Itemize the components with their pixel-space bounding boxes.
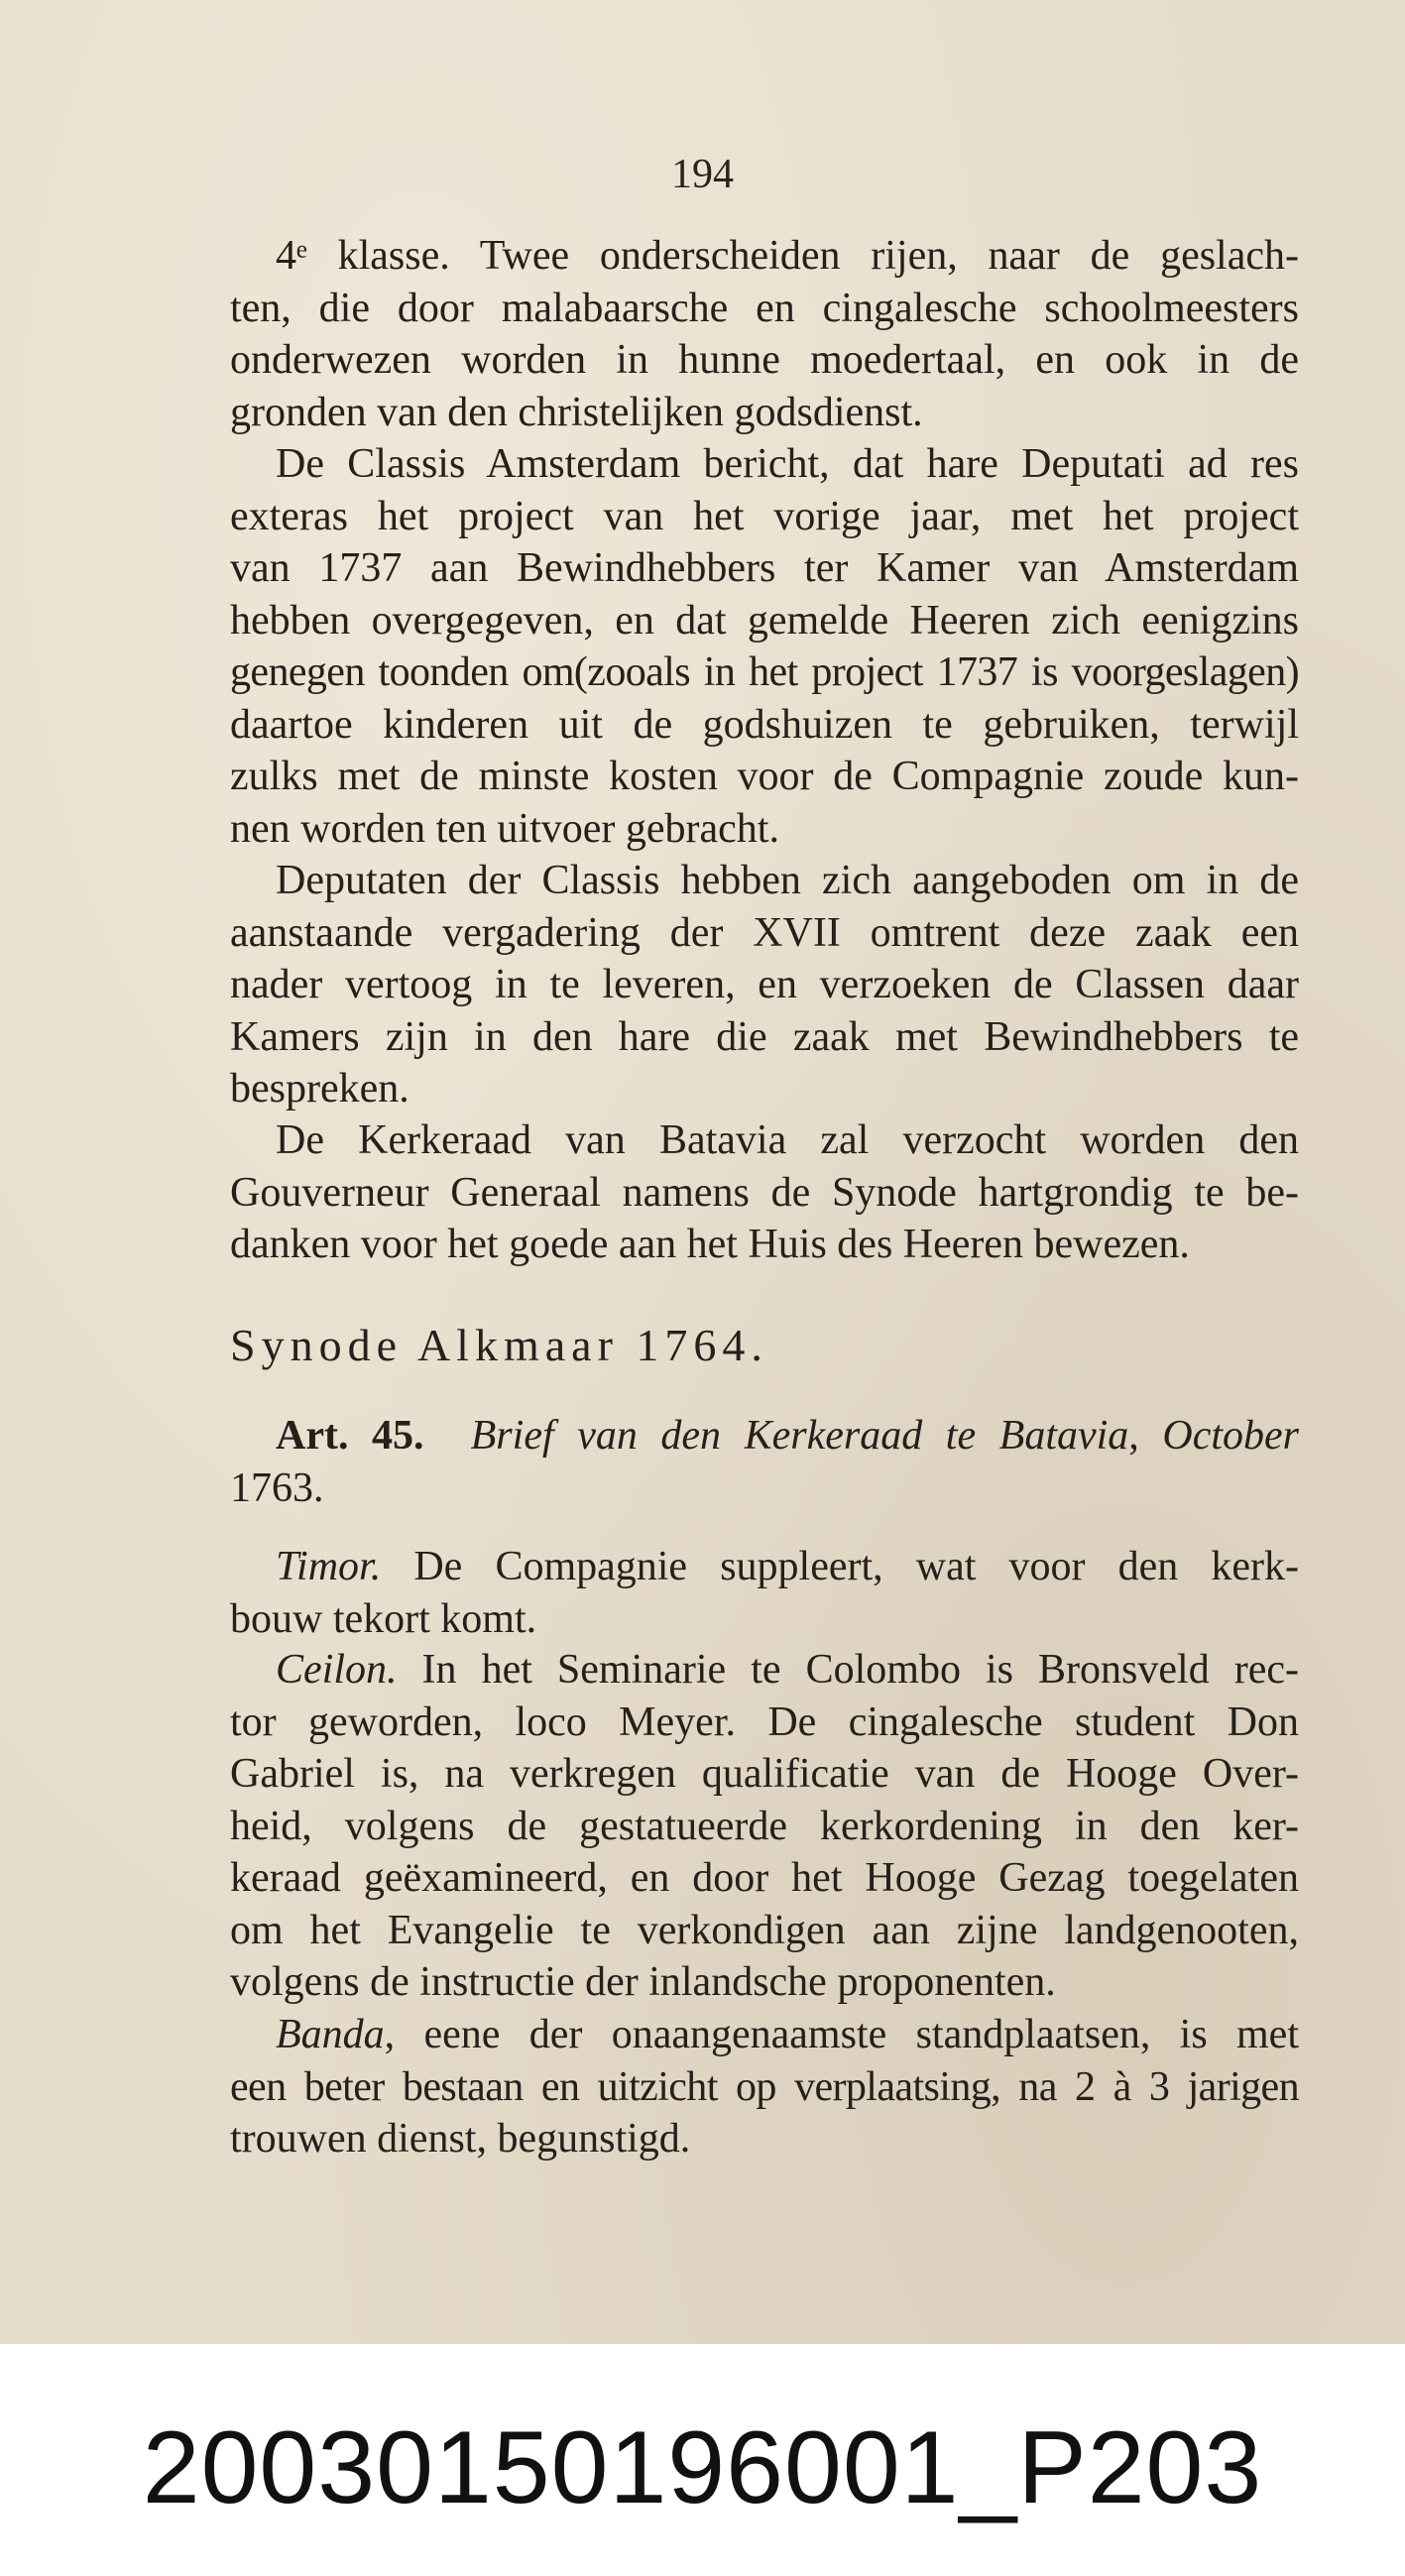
page-number: 194 xyxy=(671,152,734,197)
paragraph-kerkeraad xyxy=(230,1114,1299,1271)
text-line: tor geworden, loco Meyer. De cingalesche student Don xyxy=(230,1698,1299,1745)
text-fragment: De Compagnie suppleert, wat voor den kerk- xyxy=(381,1544,1299,1589)
text-line: De Kerkeraad van Batavia zal verzocht worden den xyxy=(276,1117,1299,1163)
paragraph-deputaten xyxy=(230,855,1299,1115)
place-banda: Banda xyxy=(276,2012,385,2057)
text-line: heid, volgens de gestatueerde kerkordening in den ker- xyxy=(230,1803,1299,1849)
text-line: Gabriel is, na verkregen qualificatie van de Hooge Over- xyxy=(230,1751,1299,1797)
article-month: October xyxy=(1162,1413,1299,1459)
paragraph-classis-amsterdam xyxy=(230,438,1299,855)
text-line: De Classis Amsterdam bericht, dat hare Deputati ad res xyxy=(276,441,1299,487)
text-line: exteras het project van het vorige jaar, met het project xyxy=(230,493,1299,539)
text-line: om het Evangelie te verkondigen aan zijne landgenooten, xyxy=(230,1907,1299,1953)
text-line: nader vertoog in te leveren, en verzoeken de Classen daar xyxy=(230,962,1299,1007)
article-label: Art. 45. xyxy=(276,1413,424,1459)
text-fragment: , eene der onaangenaamste standplaatsen, is met xyxy=(384,2012,1299,2057)
text-line: van 1737 aan Bewindhebbers ter Kamer van Amsterdam xyxy=(230,545,1299,591)
paragraph-klasse xyxy=(230,230,1299,438)
place-timor: Timor. xyxy=(276,1544,382,1589)
text-line: hebben overgegeven, en dat gemelde Heeren zich eenigzins xyxy=(230,597,1299,644)
text-line: keraad geëxamineerd, en door het Hooge Gezag toegelaten xyxy=(230,1855,1299,1901)
paragraph-timor xyxy=(230,1541,1299,1645)
article-header xyxy=(230,1410,1299,1514)
text-line xyxy=(230,2009,1299,2061)
article-title: Brief van den Kerkeraad te Batavia xyxy=(470,1413,1129,1459)
text-line: onderwezen worden in hunne moedertaal, en ook in de xyxy=(230,337,1299,383)
text-line: nen worden ten uitvoer gebracht. xyxy=(230,805,779,852)
article-year: 1763. xyxy=(230,1464,324,1511)
text-line: genegen toonden om(zooals in het project 1737 is voorgeslagen) xyxy=(230,649,1299,695)
text-line: gronden van den christelijken godsdienst. xyxy=(230,389,923,435)
section-heading: Synode Alkmaar 1764. xyxy=(230,1320,768,1370)
article-separator: , xyxy=(1128,1413,1163,1459)
text-line: Deputaten der Classis hebben zich aangeboden om in de xyxy=(276,858,1299,903)
text-line: daartoe kinderen uit de godshuizen te gebruiken, terwijl xyxy=(230,701,1299,748)
text-line: zulks met de minste kosten voor de Compagnie zoude kun- xyxy=(230,754,1299,799)
text-line: aanstaande vergadering der XVII omtrent deze zaak een xyxy=(230,909,1299,956)
text-line: bespreken. xyxy=(230,1066,410,1112)
place-ceilon: Ceilon. xyxy=(276,1647,398,1693)
article-title-line xyxy=(230,1410,1299,1463)
text-fragment: In het Seminarie te Colombo is Bronsveld rec- xyxy=(397,1647,1299,1693)
text-line: Kamers zijn in den hare die zaak met Bewindhebbers te xyxy=(230,1013,1299,1060)
text-line: bouw tekort komt. xyxy=(230,1595,537,1642)
text-line: trouwen dienst, begunstigd. xyxy=(230,2116,691,2162)
text-line: 4ᵉ klasse. Twee onderscheiden rijen, naar de geslach- xyxy=(276,233,1299,279)
scan-identifier: 20030150196001_P203 xyxy=(142,2410,1263,2525)
text-line xyxy=(230,1541,1299,1593)
paragraph-ceilon xyxy=(230,1644,1299,2009)
text-line xyxy=(230,1644,1299,1697)
text-line: een beter bestaan en uitzicht op verplaatsing, na 2 à 3 jarigen xyxy=(230,2063,1299,2110)
text-line: danken voor het goede aan het Huis des Heeren bewezen. xyxy=(230,1222,1190,1267)
paragraph-banda xyxy=(230,2009,1299,2166)
text-line: volgens de instructie der inlandsche proponenten. xyxy=(230,1959,1056,2005)
text-line: Gouverneur Generaal namens de Synode hartgrondig te be- xyxy=(230,1169,1299,1216)
text-line: ten, die door malabaarsche en cingalesche schoolmeesters xyxy=(230,285,1299,331)
